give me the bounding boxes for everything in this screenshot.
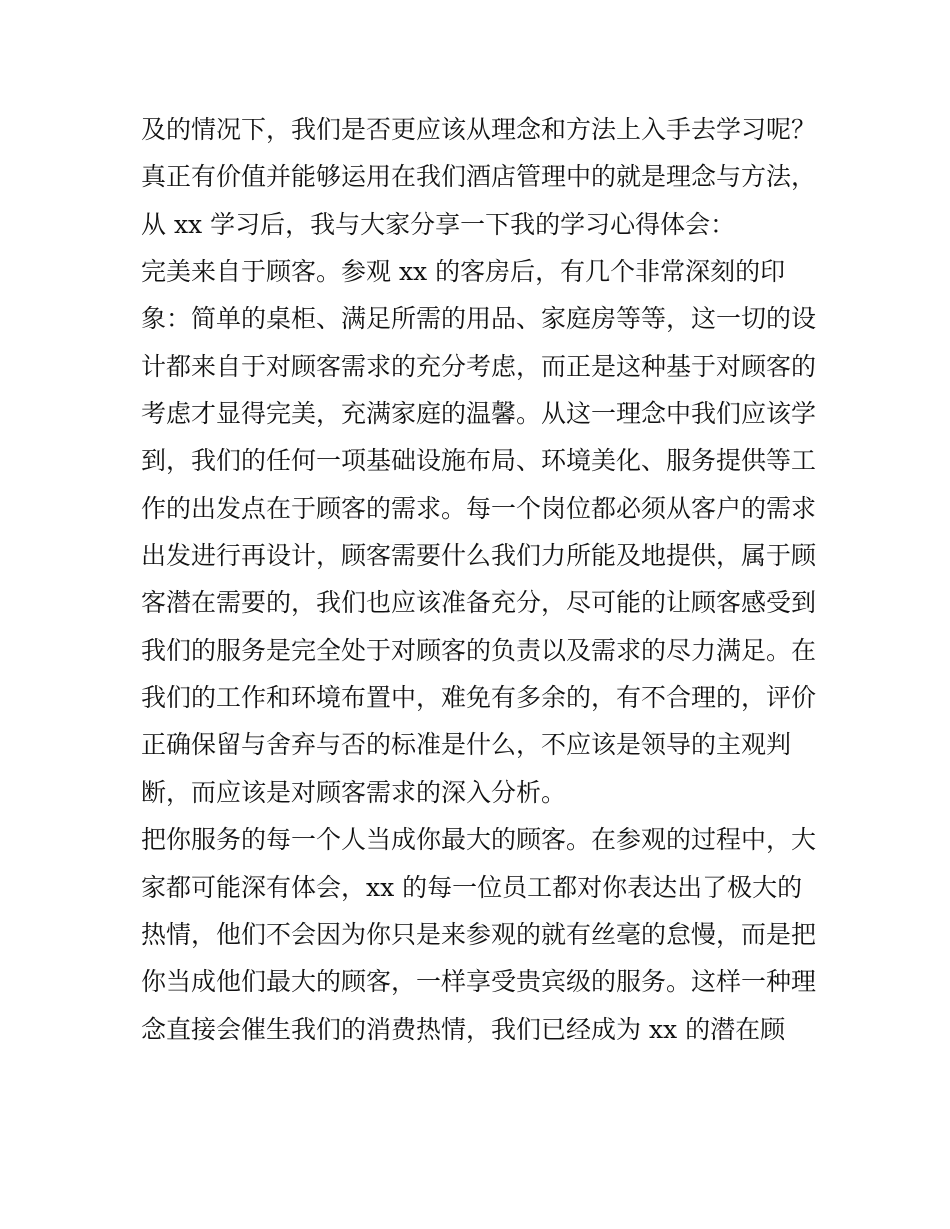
text-line: 你当成他们最大的顾客，一样享受贵宾级的服务。这样一种理	[141, 967, 817, 997]
text-line: 热情，他们不会因为你只是来参观的就有丝毫的怠慢，而是把	[141, 919, 817, 949]
text-line: 考虑才显得完美，充满家庭的温馨。从这一理念中我们应该学	[141, 399, 817, 429]
text-line: 计都来自于对顾客需求的充分考虑，而正是这种基于对顾客的	[141, 351, 817, 381]
text-line: 念直接会催生我们的消费热情，我们已经成为 xx 的潜在顾	[141, 1014, 786, 1044]
text-line: 从 xx 学习后，我与大家分享一下我的学习心得体会：	[141, 209, 736, 239]
text-line: 客潜在需要的，我们也应该准备充分，尽可能的让顾客感受到	[141, 588, 817, 618]
text-line: 我们的服务是完全处于对顾客的负责以及需求的尽力满足。在	[141, 635, 817, 665]
text-line: 象：简单的桌柜、满足所需的用品、家庭房等等，这一切的设	[141, 304, 817, 334]
text-line: 出发进行再设计，顾客需要什么我们力所能及地提供，属于顾	[141, 541, 817, 571]
text-line: 真正有价值并能够运用在我们酒店管理中的就是理念与方法，	[141, 162, 817, 192]
text-line: 作的出发点在于顾客的需求。每一个岗位都必须从客户的需求	[141, 493, 817, 523]
text-line: 及的情况下，我们是否更应该从理念和方法上入手去学习呢？	[141, 115, 817, 144]
text-line: 断，而应该是对顾客需求的深入分析。	[141, 777, 567, 807]
text-line: 把你服务的每一个人当成你最大的顾客。在参观的过程中，大	[141, 825, 817, 855]
text-line: 到，我们的任何一项基础设施布局、环境美化、服务提供等工	[141, 446, 817, 476]
text-line: 我们的工作和环境布置中，难免有多余的，有不合理的，评价	[141, 683, 817, 713]
text-line: 正确保留与舍弃与否的标准是什么，不应该是领导的主观判	[141, 730, 792, 760]
text-line: 家都可能深有体会，xx 的每一位员工都对你表达出了极大的	[141, 872, 803, 902]
body-text	[141, 106, 821, 1053]
text-line: 完美来自于顾客。参观 xx 的客房后，有几个非常深刻的印	[141, 257, 786, 287]
